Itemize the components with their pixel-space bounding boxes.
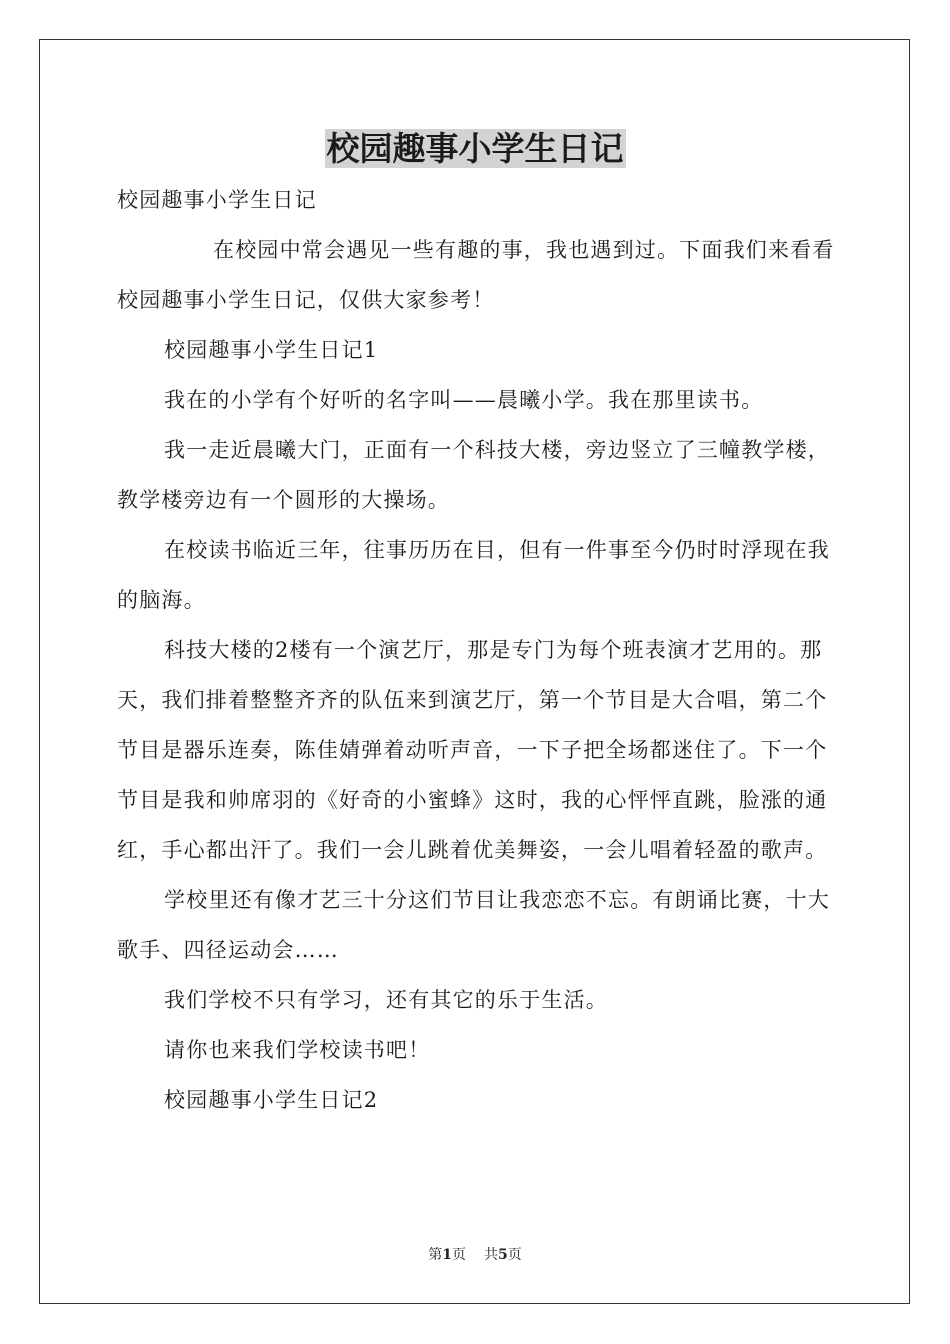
section-heading-2: 校园趣事小学生日记2 — [164, 1088, 379, 1112]
page-number: 1 — [442, 1247, 452, 1263]
paragraph: 我们学校不只有学习，还有其它的乐于生活。 — [164, 988, 608, 1012]
paragraph: 我一走近晨曦大门，正面有一个科技大楼，旁边竖立了三幢教学楼，教学楼旁边有一个圆形的大操场。 — [117, 438, 830, 512]
document-title-text: 校园趣事小学生日记 — [326, 129, 624, 168]
page-unit: 页 — [452, 1247, 466, 1263]
document-body — [117, 175, 839, 1125]
page-footer — [0, 1245, 950, 1265]
document-title — [0, 125, 950, 173]
paragraph: 科技大楼的2楼有一个演艺厅，那是专门为每个班表演才艺用的。那天，我们排着整整齐齐的队伍来到演艺厅，第一个节目是大合唱，第二个节目是器乐连奏，陈佳婧弹着动听声音，一下子把全场都迷住了。下一个节目是我和帅席羽的《好奇的小蜜蜂》这时，我的心怦怦直跳，脸涨的通红，手心都出汗了。我们一会儿跳着优美舞姿，一会儿唱着轻盈的歌声。 — [117, 638, 828, 862]
paragraph: 学校里还有像才艺三十分这们节目让我恋恋不忘。有朗诵比赛，十大歌手、四径运动会…… — [117, 888, 830, 962]
total-prefix: 共 — [484, 1247, 498, 1263]
paragraph: 请你也来我们学校读书吧！ — [164, 1038, 431, 1062]
total-unit: 页 — [507, 1247, 522, 1263]
section-heading-1: 校园趣事小学生日记1 — [164, 338, 379, 362]
paragraph-intro: 在校园中常会遇见一些有趣的事，我也遇到过。下面我们来看看校园趣事小学生日记，仅供大家参考！ — [117, 238, 835, 312]
paragraph: 在校读书临近三年，往事历历在目，但有一件事至今仍时时浮现在我的脑海。 — [117, 538, 830, 612]
page-prefix: 第 — [428, 1247, 443, 1263]
paragraph-subtitle: 校园趣事小学生日记 — [117, 188, 317, 212]
page-total: 5 — [498, 1247, 508, 1263]
paragraph: 我在的小学有个好听的名字叫——晨曦小学。我在那里读书。 — [164, 388, 764, 412]
